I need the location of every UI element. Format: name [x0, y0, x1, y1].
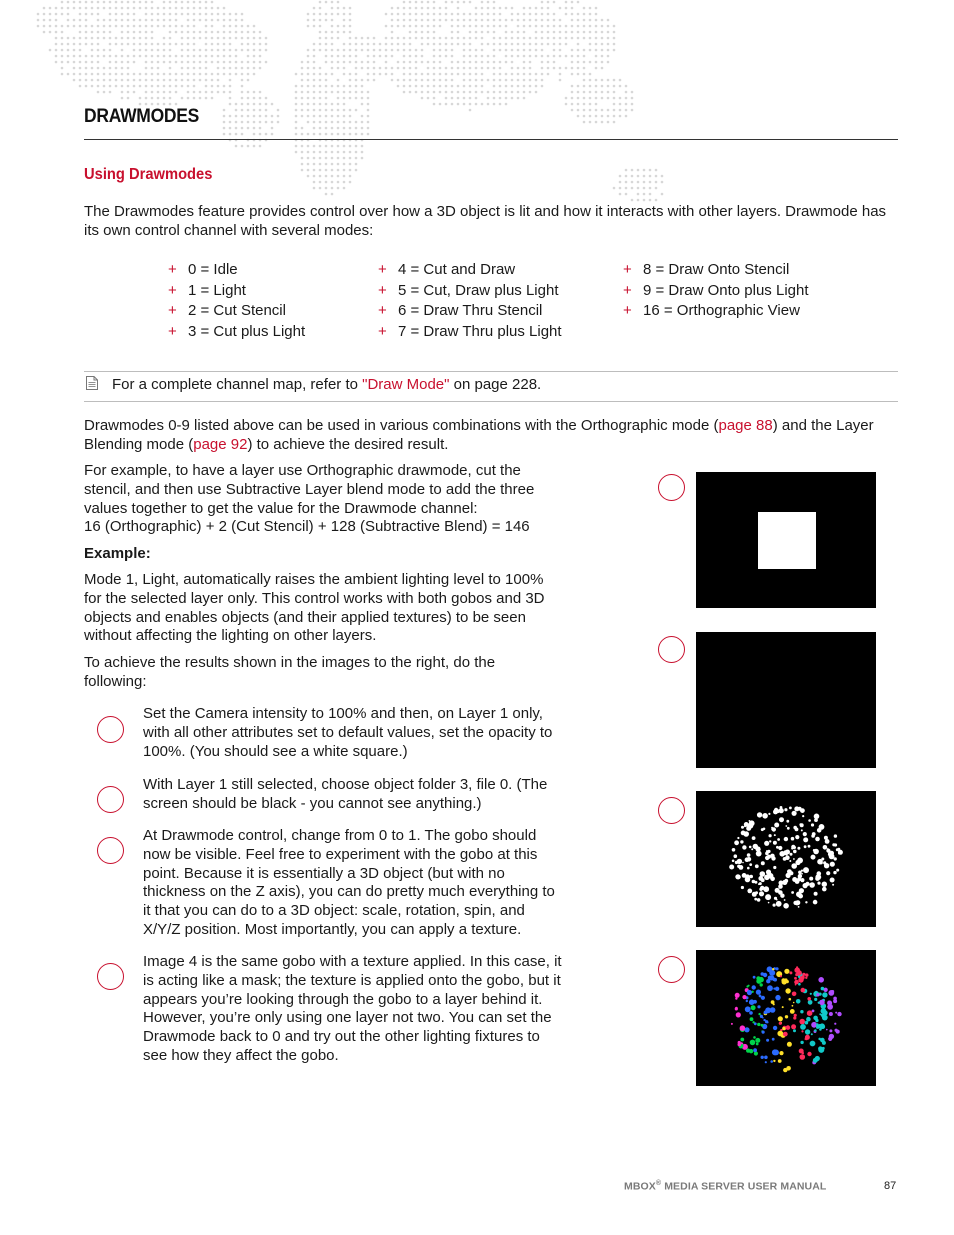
section-title: Using Drawmodes — [84, 166, 213, 183]
step-4-text: Image 4 is the same gobo with a texture applied. In this case, it is acting like a mask; the texture is applied onto the gobo, but it appears you’re looking through the gobo to a layer behind it. However, you’re only using one layer not two. You can set the Drawmode back to 0 and try out the other lighting fixtures to see how they affect the gobo. — [143, 953, 562, 1064]
image-marker-circle — [658, 636, 685, 663]
plus-bullet-icon: + — [623, 261, 632, 278]
mode-item: + 16 = Orthographic View — [623, 301, 809, 322]
plus-bullet-icon: + — [168, 302, 177, 319]
image-white-square — [696, 472, 876, 608]
footer-manual-title: MBOX® MEDIA SERVER USER MANUAL — [624, 1180, 827, 1193]
gobo-color-dots — [696, 950, 876, 1086]
note-rule-bottom — [84, 401, 898, 402]
note-text: For a complete channel map, refer to "Draw Mode" on page 228. — [112, 376, 542, 393]
example-label: Example: — [84, 545, 151, 562]
title-rule — [84, 139, 898, 140]
image-gobo-textured — [696, 950, 876, 1086]
plus-bullet-icon: + — [168, 281, 177, 299]
mode-item: + 3 = Cut plus Light — [168, 322, 305, 343]
page-title: DRAWMODES — [84, 106, 200, 127]
mode-item: + 1 = Light — [168, 281, 305, 302]
step-3-text: At Drawmode control, change from 0 to 1. The gobo should now be visible. Feel free to experiment with the gobo at this point. Because it is essentially a 3D object (but with no thickness on the Z axis), you can do pretty much everything to it that you can do to a 3D object: scale, rotation, spin, and X/Y/Z position. Most importantly, you can apply a texture. — [143, 827, 555, 938]
modes-column-1 — [168, 260, 305, 342]
gobo-white-dots — [696, 791, 876, 927]
step-1-text: Set the Camera intensity to 100% and then, on Layer 1 only, with all other attributes set to default values, set the opacity to 100%. (You should see a white square.) — [143, 705, 553, 760]
mode-item: + 9 = Draw Onto plus Light — [623, 281, 809, 302]
image-marker-circle — [658, 474, 685, 501]
image-black-screen — [696, 632, 876, 768]
example-paragraph: For example, to have a layer use Orthographic drawmode, cut the stencil, and then use Subtractive Layer blend mode to add the three values together to get the value for the Drawmode channel: 16 (Orthographic) + 2 (Cut Stencil) + 128 (Subtractive Blend) = 146 — [84, 462, 535, 536]
plus-bullet-icon: + — [378, 322, 387, 340]
modes-column-3 — [623, 260, 809, 322]
white-square-shape — [758, 512, 816, 569]
step-marker-circle — [97, 837, 124, 864]
plus-bullet-icon: + — [168, 261, 177, 278]
image-marker-circle — [658, 956, 685, 983]
step-marker-circle — [97, 963, 124, 990]
step-2-text: With Layer 1 still selected, choose object folder 3, file 0. (The screen should be black - you cannot see anything.) — [143, 776, 548, 812]
mode-item: + 4 = Cut and Draw — [378, 260, 562, 281]
page-88-link[interactable]: page 88 — [718, 417, 773, 434]
mode-item: + 8 = Draw Onto Stencil — [623, 260, 809, 281]
combination-paragraph: Drawmodes 0-9 listed above can be used in various combinations with the Orthographic mode (page 88) and the Layer Blending mode (page 92) to achieve the desired result. — [84, 417, 874, 453]
note-document-icon — [86, 376, 98, 390]
page-92-link[interactable]: page 92 — [193, 435, 248, 453]
plus-bullet-icon: + — [168, 322, 177, 340]
mode-item: + 5 = Cut, Draw plus Light — [378, 281, 562, 302]
plus-bullet-icon: + — [378, 261, 387, 278]
mode-item: + 0 = Idle — [168, 260, 305, 281]
mode-item: + 7 = Draw Thru plus Light — [378, 322, 562, 343]
page-number: 87 — [884, 1180, 897, 1192]
draw-mode-link[interactable]: "Draw Mode" — [362, 376, 450, 393]
image-gobo-white — [696, 791, 876, 927]
intro-paragraph: The Drawmodes feature provides control over how a 3D object is lit and how it interacts with other layers. Drawmode has its own control channel with several modes: — [84, 203, 887, 239]
plus-bullet-icon: + — [623, 302, 632, 319]
plus-bullet-icon: + — [378, 302, 387, 319]
image-marker-circle — [658, 797, 685, 824]
note-rule-top — [84, 371, 898, 372]
mode-item: + 2 = Cut Stencil — [168, 301, 305, 322]
mode1-paragraph: Mode 1, Light, automatically raises the ambient lighting level to 100% for the selected layer only. This control works with both gobos and 3D objects and enables objects (and their applied textures) to be seen without affecting the lighting on other layers. — [84, 571, 545, 645]
modes-column-2 — [378, 260, 562, 342]
plus-bullet-icon: + — [378, 281, 387, 299]
step-marker-circle — [97, 716, 124, 743]
achieve-paragraph: To achieve the results shown in the images to the right, do the following: — [84, 654, 496, 690]
formula-text: 16 (Orthographic) + 2 (Cut Stencil) + 128 (Subtractive Blend) = 146 — [84, 518, 530, 536]
step-marker-circle — [97, 786, 124, 813]
mode-item: + 6 = Draw Thru Stencil — [378, 301, 562, 322]
plus-bullet-icon: + — [623, 281, 632, 299]
